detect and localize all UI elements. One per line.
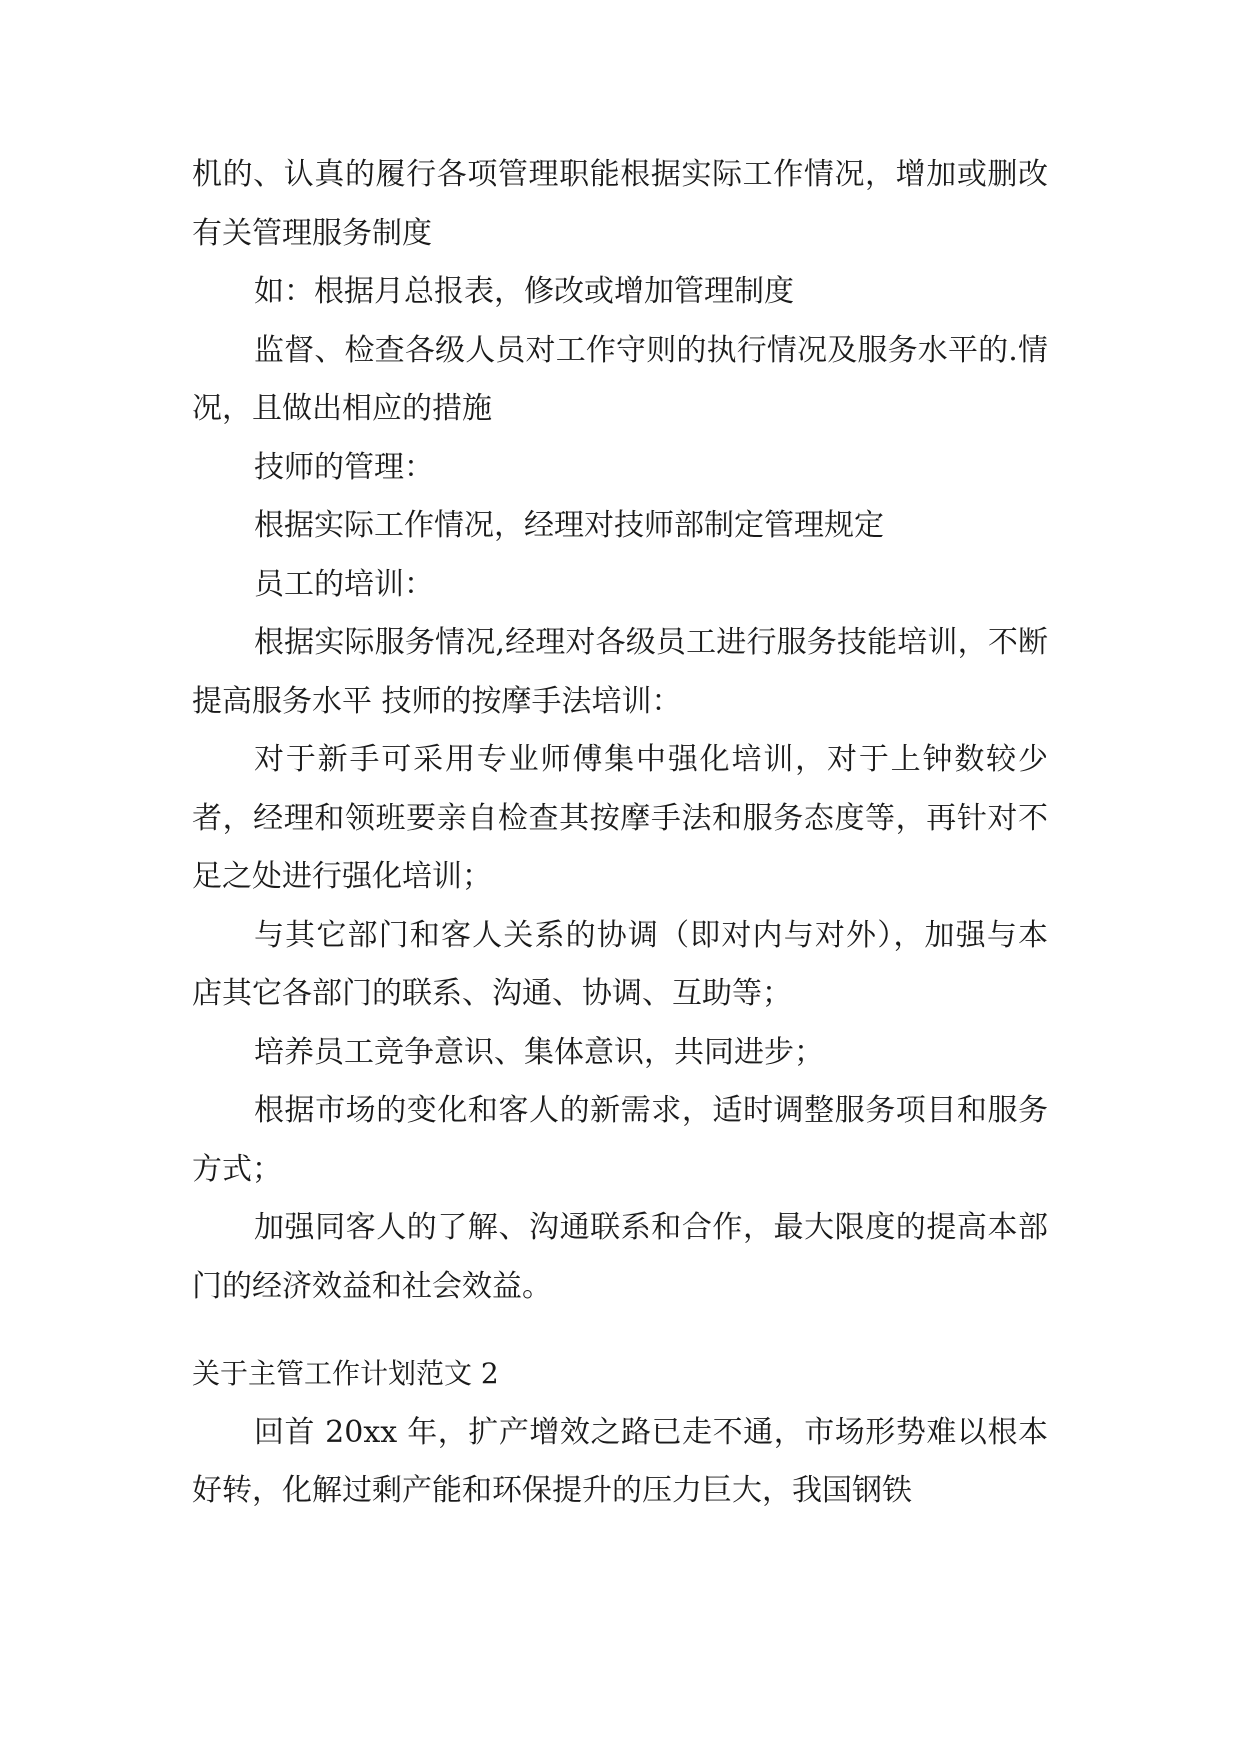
- paragraph-group-part1: [192, 146, 1048, 1316]
- body-paragraph: 机的、认真的履行各项管理职能根据实际工作情况，增加或删改有关管理服务制度: [192, 157, 1048, 251]
- body-paragraph: 监督、检查各级人员对工作守则的执行情况及服务水平的.情况，且做出相应的措施: [192, 332, 1048, 426]
- body-paragraph: 培养员工竞争意识、集体意识，共同进步；: [254, 1034, 824, 1070]
- section-heading: 关于主管工作计划范文 2: [192, 1357, 499, 1390]
- body-paragraph: 回首 20xx 年，扩产增效之路已走不通，市场形势难以根本好转，化解过剩产能和环保提升的压力巨大，我国钢铁: [192, 1414, 1048, 1508]
- paragraph-group-part2: [192, 1404, 1048, 1521]
- body-paragraph: 与其它部门和客人关系的协调（即对内与对外），加强与本店其它各部门的联系、沟通、协调、互助等；: [192, 917, 1048, 1011]
- body-paragraph: 根据实际工作情况，经理对技师部制定管理规定: [254, 508, 884, 543]
- body-paragraph: 员工的培训：: [254, 566, 434, 602]
- body-paragraph: 根据实际服务情况,经理对各级员工进行服务技能培训，不断提高服务水平 技师的按摩手法培训：: [192, 625, 1048, 719]
- body-paragraph: 根据市场的变化和客人的新需求，适时调整服务项目和服务方式；: [192, 1093, 1048, 1187]
- body-paragraph: 技师的管理：: [254, 449, 434, 485]
- body-paragraph: 加强同客人的了解、沟通联系和合作，最大限度的提高本部门的经济效益和社会效益。: [192, 1210, 1048, 1304]
- body-paragraph: 如：根据月总报表，修改或增加管理制度: [254, 274, 794, 309]
- document-body: [192, 146, 1048, 1521]
- body-paragraph: 对于新手可采用专业师傅集中强化培训，对于上钟数较少者，经理和领班要亲自检查其按摩手法和服务态度等，再针对不足之处进行强化培训；: [192, 742, 1048, 894]
